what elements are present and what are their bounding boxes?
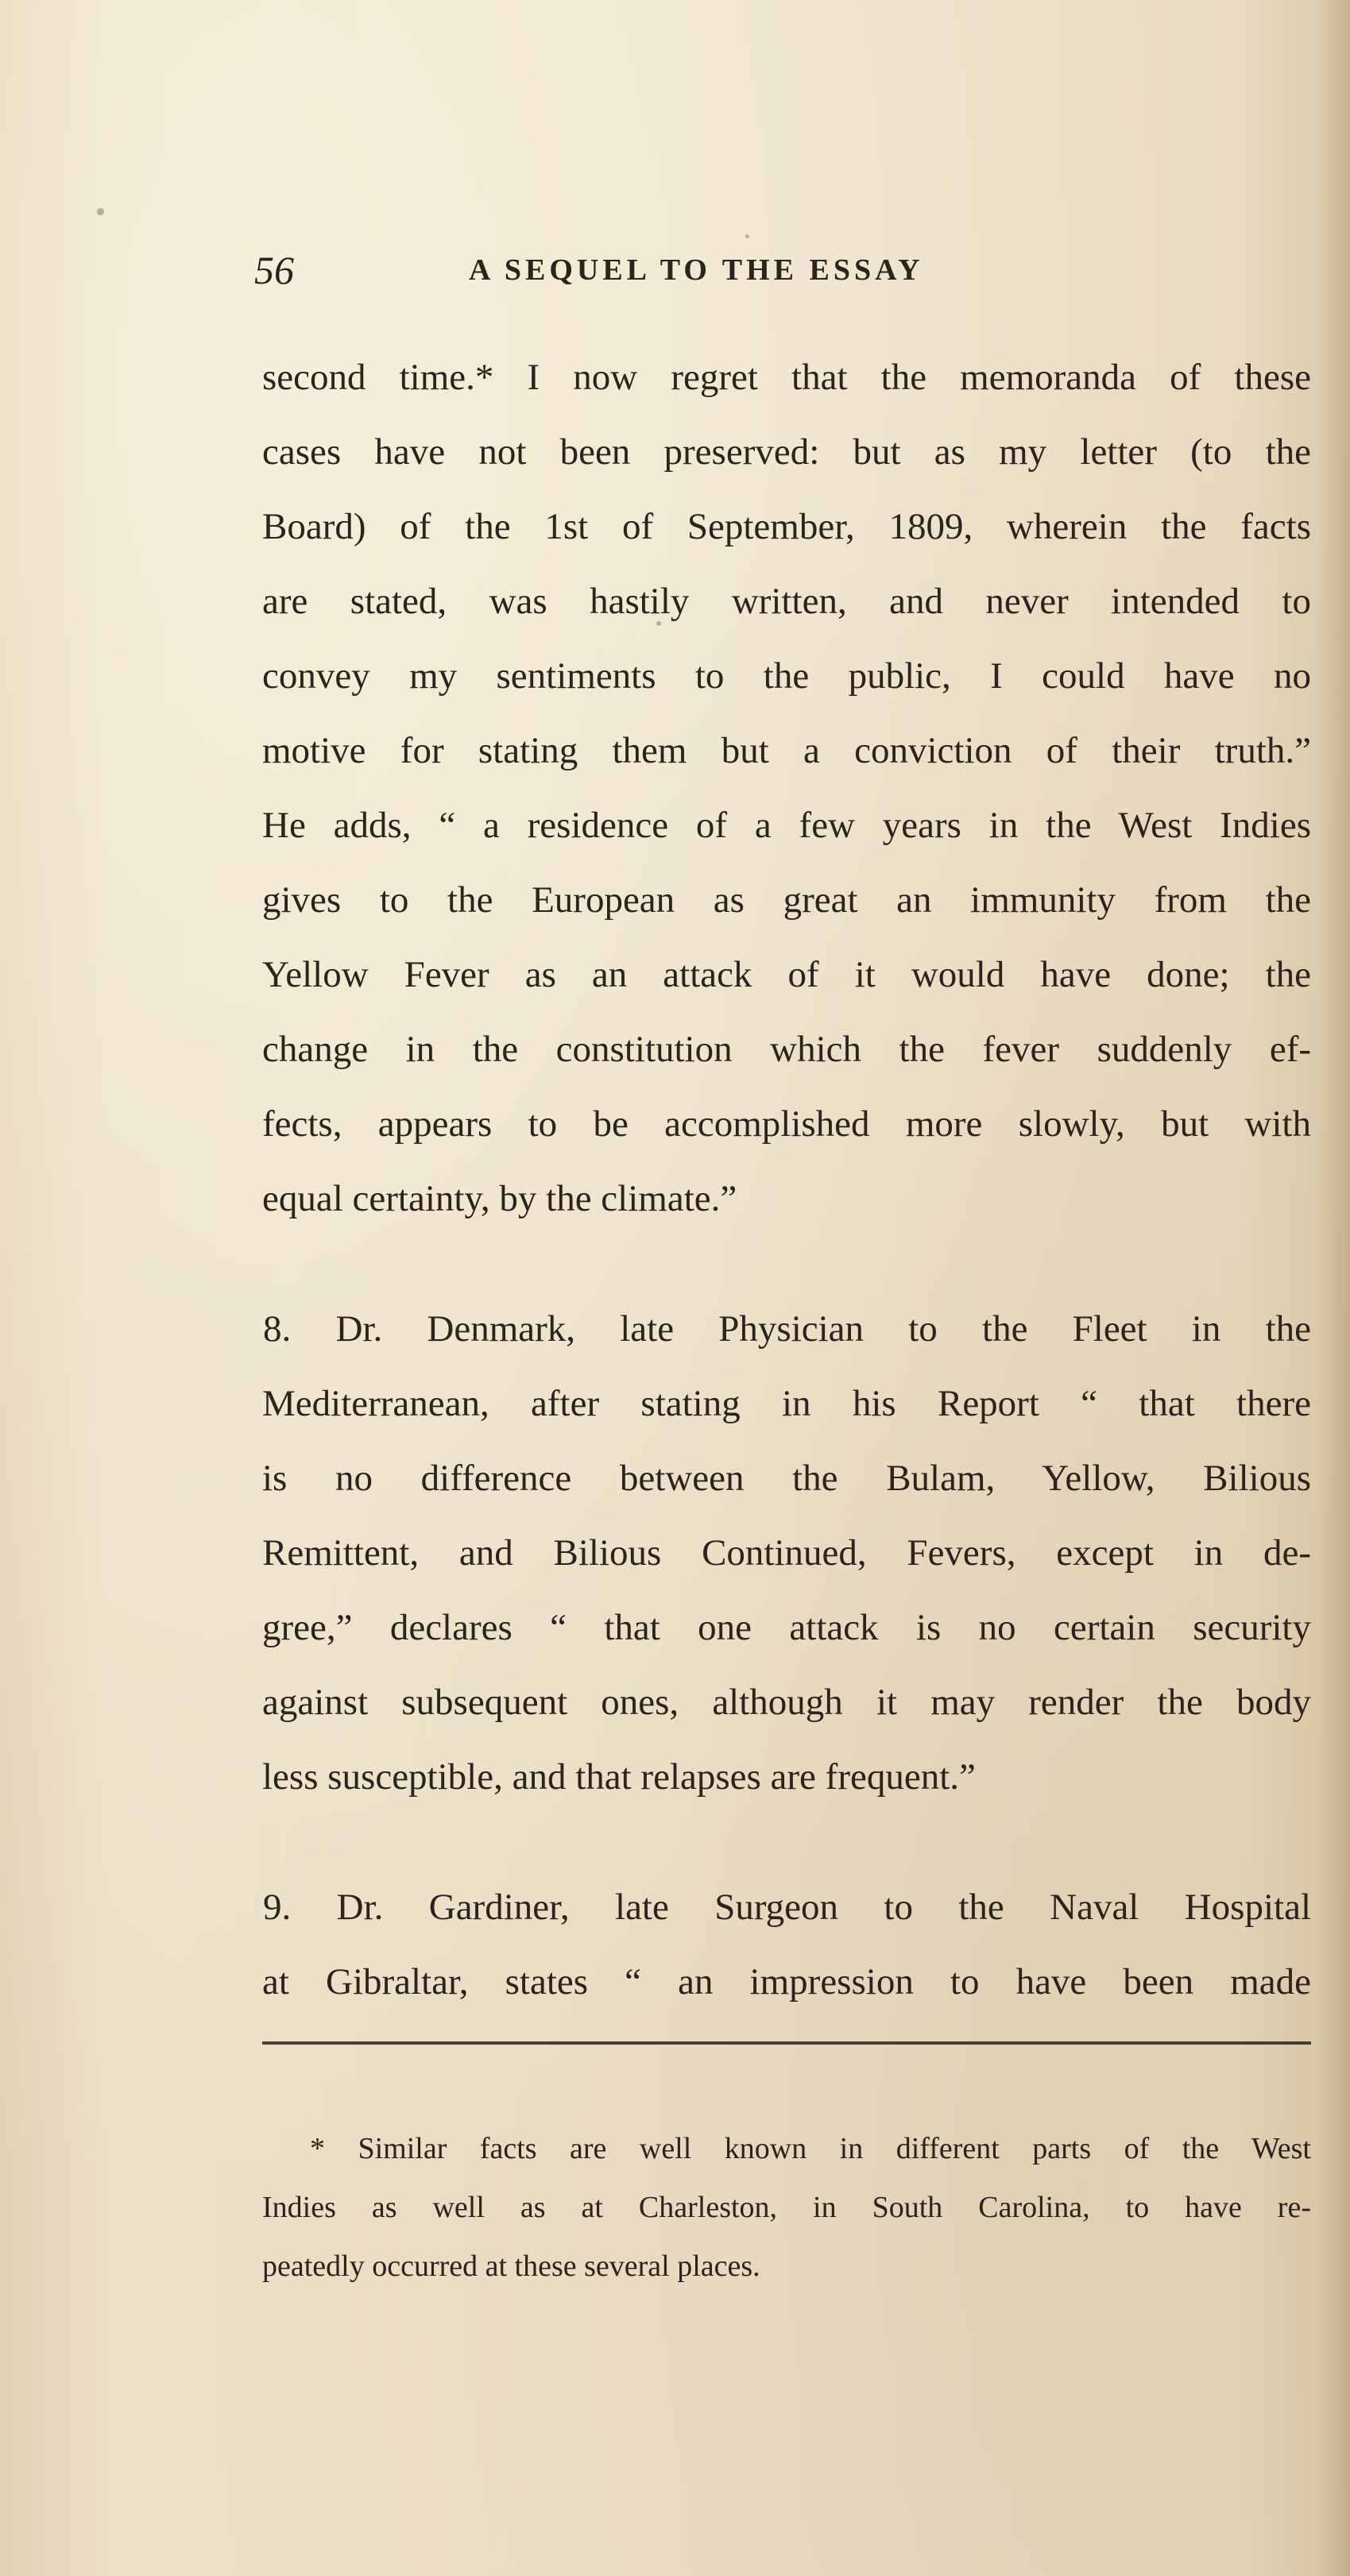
text-line: at Gibraltar, states “ an impression to have been made [262,1961,1311,2002]
paper-speck [97,208,104,215]
paragraph-gap [262,1814,1311,1870]
text-line: Remittent, and Bilious Continued, Fevers, except in de- [262,1532,1311,1574]
text-line: less susceptible, and that relapses are frequent.” [262,1756,976,1798]
footnote-line: peatedly occurred at these several places. [262,2250,760,2283]
text-line: against subsequent ones, although it may render the body [262,1682,1311,1723]
text-line: cases have not been preserved: but as my letter (to the [262,431,1311,473]
text-line: gives to the European as great an immunity from the [262,879,1311,921]
text-line: are stated, was hastily written, and never intended to [262,581,1311,622]
footnote-rule [262,2041,1311,2045]
text-line: motive for stating them but a conviction of their truth.” [262,730,1311,771]
text-line: Yellow Fever as an attack of it would have done; the [262,954,1311,995]
running-head-title: A SEQUEL TO THE ESSAY [469,253,924,287]
text-line: gree,” declares “ that one attack is no certain security [262,1607,1311,1648]
text-line: fects, appears to be accomplished more slowly, but with [262,1103,1311,1145]
text-line: change in the constitution which the fever suddenly ef- [262,1029,1311,1070]
text-line: Mediterranean, after stating in his Report “ that there [262,1383,1311,1424]
footnote [262,2119,1311,2296]
page-edge-shadow [1318,0,1350,2576]
text-line: 9. Dr. Gardiner, late Surgeon to the Naval Hospital [263,1887,1311,1928]
text-line: equal certainty, by the climate.” [262,1178,737,1219]
text-line: Board) of the 1st of September, 1809, wherein the facts [262,506,1311,547]
text-line: is no difference between the Bulam, Yellow, Bilious [262,1458,1311,1499]
text-line: 8. Dr. Denmark, late Physician to the Fleet in the [263,1308,1311,1350]
footnote-line: Indies as well as at Charleston, in South Carolina, to have re- [262,2191,1311,2224]
body-text [262,340,1311,2019]
page-number: 56 [254,248,294,292]
paragraph-gap [262,1236,1311,1292]
running-head [254,238,1311,302]
footnote-line: * Similar facts are well known in different parts of the West [310,2132,1311,2165]
text-line: convey my sentiments to the public, I could have no [262,655,1311,697]
text-line: He adds, “ a residence of a few years in the West Indies [262,805,1311,846]
text-line: second time.* I now regret that the memoranda of these [262,357,1311,398]
